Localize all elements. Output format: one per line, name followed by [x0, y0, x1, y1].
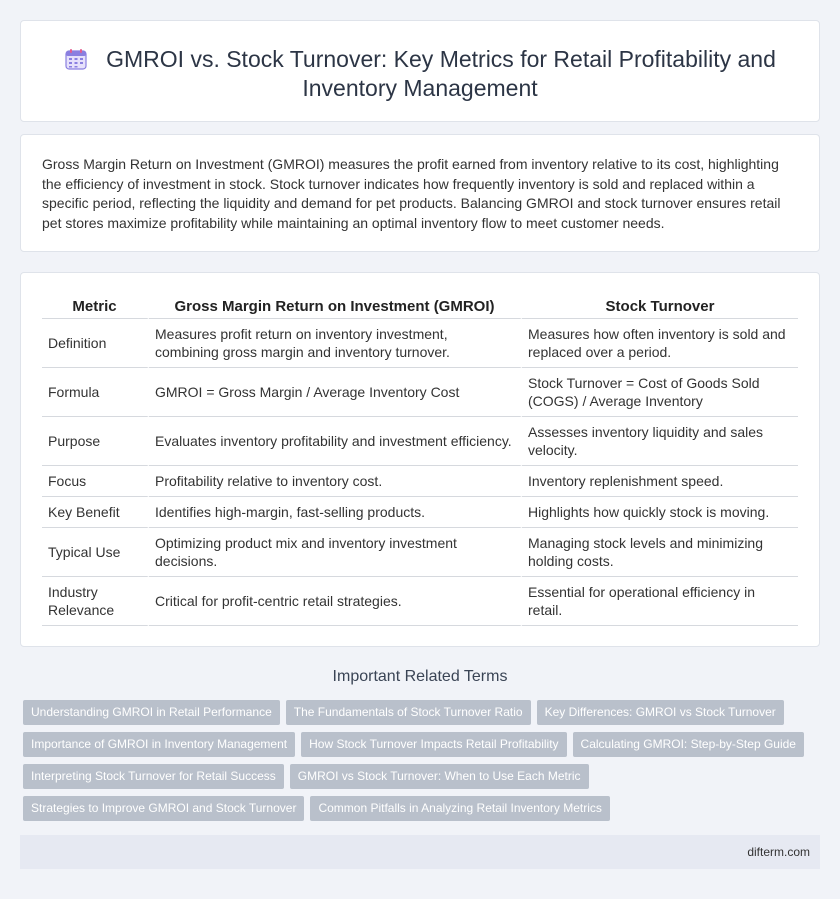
- calendar-icon: [64, 47, 88, 71]
- related-term-tag[interactable]: Interpreting Stock Turnover for Retail Success: [23, 764, 284, 789]
- metric-cell: Key Benefit: [42, 497, 149, 528]
- table-row: [42, 528, 798, 577]
- header-gmroi: Gross Margin Return on Investment (GMROI): [149, 295, 522, 319]
- related-term-tag[interactable]: The Fundamentals of Stock Turnover Ratio: [286, 700, 531, 725]
- tag-row: [23, 732, 823, 764]
- metric-cell: Definition: [42, 319, 149, 368]
- gmroi-cell: Profitability relative to inventory cost.: [149, 466, 522, 497]
- related-term-tag[interactable]: How Stock Turnover Impacts Retail Profitability: [301, 732, 566, 757]
- intro-card: [20, 134, 820, 252]
- related-term-tag[interactable]: Calculating GMROI: Step-by-Step Guide: [573, 732, 804, 757]
- tag-row: [23, 764, 823, 796]
- footer-site-link[interactable]: difterm.com: [747, 845, 810, 859]
- related-term-tag[interactable]: Key Differences: GMROI vs Stock Turnover: [537, 700, 784, 725]
- table-row: [42, 497, 798, 528]
- intro-paragraph: Gross Margin Return on Investment (GMROI) measures the profit earned from inventory relative to its cost, highlighting the efficiency of investment in stock. Stock turnover indicates how frequently inventory is sold and replaced within a specific period, reflecting the liquidity and demand for pet products. Balancing GMROI and stock turnover ensures retail pet stores maximize profitability while maintaining an optimal inventory flow to meet customer needs.: [42, 156, 781, 231]
- table-row: [42, 577, 798, 626]
- turnover-cell: Assesses inventory liquidity and sales velocity.: [522, 417, 798, 466]
- footer: [20, 835, 820, 869]
- related-term-tag[interactable]: Importance of GMROI in Inventory Management: [23, 732, 295, 757]
- comparison-table: [42, 295, 798, 626]
- page-title-wrap: [21, 45, 819, 103]
- tag-row: [23, 700, 823, 732]
- turnover-cell: Essential for operational efficiency in retail.: [522, 577, 798, 626]
- gmroi-cell: Optimizing product mix and inventory investment decisions.: [149, 528, 522, 577]
- header-card: [20, 20, 820, 122]
- header-metric: Metric: [42, 295, 149, 319]
- metric-cell: Industry Relevance: [42, 577, 149, 626]
- related-term-tag[interactable]: Understanding GMROI in Retail Performance: [23, 700, 280, 725]
- table-row: [42, 417, 798, 466]
- related-term-tag[interactable]: Strategies to Improve GMROI and Stock Turnover: [23, 796, 304, 821]
- turnover-cell: Managing stock levels and minimizing holding costs.: [522, 528, 798, 577]
- gmroi-cell: Measures profit return on inventory investment, combining gross margin and inventory turnover.: [149, 319, 522, 368]
- metric-cell: Typical Use: [42, 528, 149, 577]
- related-term-tag[interactable]: Common Pitfalls in Analyzing Retail Inventory Metrics: [310, 796, 609, 821]
- gmroi-cell: Identifies high-margin, fast-selling products.: [149, 497, 522, 528]
- metric-cell: Purpose: [42, 417, 149, 466]
- gmroi-cell: Evaluates inventory profitability and investment efficiency.: [149, 417, 522, 466]
- turnover-cell: Measures how often inventory is sold and replaced over a period.: [522, 319, 798, 368]
- header-stock-turnover: Stock Turnover: [522, 295, 798, 319]
- metric-cell: Formula: [42, 368, 149, 417]
- gmroi-cell: GMROI = Gross Margin / Average Inventory Cost: [149, 368, 522, 417]
- turnover-cell: Stock Turnover = Cost of Goods Sold (COGS) / Average Inventory: [522, 368, 798, 417]
- metric-cell: Focus: [42, 466, 149, 497]
- tag-row: [23, 796, 823, 828]
- comparison-card: [20, 272, 820, 647]
- related-terms-title: Important Related Terms: [332, 668, 508, 685]
- related-terms-tags: [23, 700, 823, 828]
- related-term-tag[interactable]: GMROI vs Stock Turnover: When to Use Each Metric: [290, 764, 589, 789]
- page-title: GMROI vs. Stock Turnover: Key Metrics for Retail Profitability and Inventory Management: [106, 46, 776, 101]
- table-row: [42, 319, 798, 368]
- gmroi-cell: Critical for profit-centric retail strategies.: [149, 577, 522, 626]
- turnover-cell: Inventory replenishment speed.: [522, 466, 798, 497]
- table-row: [42, 368, 798, 417]
- table-row: [42, 466, 798, 497]
- turnover-cell: Highlights how quickly stock is moving.: [522, 497, 798, 528]
- table-header-row: [42, 295, 798, 319]
